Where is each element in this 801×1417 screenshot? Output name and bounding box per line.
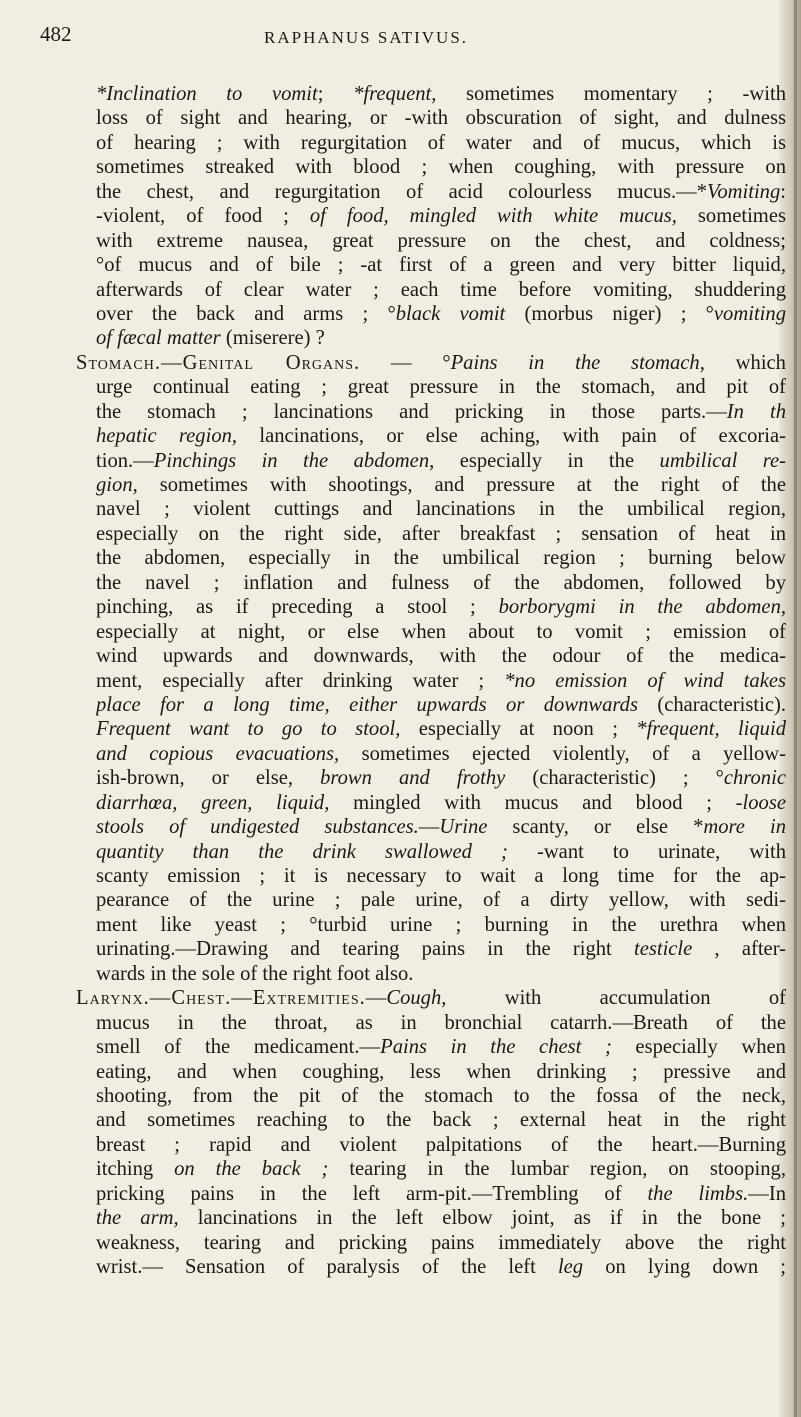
- italic-text: Pinchings in the abdomen,: [153, 449, 435, 472]
- text-line: [96, 913, 786, 937]
- text-segment: especially at night, or else when about to vomit ; emission of: [96, 620, 786, 643]
- text-line: [96, 375, 786, 399]
- text-line: [96, 546, 786, 570]
- text-segment: afterwards of clear water ; each time before vomiting, shuddering: [96, 278, 786, 301]
- text-line: [76, 986, 786, 1010]
- text-line: [96, 937, 786, 961]
- text-segment: breast ; rapid and violent palpitations of the heart.—Burning: [96, 1133, 786, 1156]
- text-segment: ish-brown, or else,: [96, 767, 321, 790]
- italic-text: Urine: [439, 816, 488, 839]
- italic-text: black vomit: [395, 302, 506, 325]
- text-line: [96, 1255, 786, 1279]
- text-line: [96, 1133, 786, 1157]
- text-segment: pricking pains in the left arm-pit.—Trembling of: [96, 1182, 648, 1205]
- text-segment: (characteristic).: [637, 693, 786, 716]
- text-segment: lancinations in the left elbow joint, as if in the bone ;: [178, 1207, 786, 1230]
- text-segment: the chest, and regurgitation of acid colourless mucus.—*: [96, 180, 708, 203]
- text-segment: —: [365, 987, 387, 1010]
- italic-text: diarrhœa, green, liquid,: [96, 791, 330, 814]
- text-segment: over the back and arms ; °: [96, 302, 396, 325]
- text-line: [96, 1157, 786, 1181]
- italic-text: the arm,: [96, 1207, 179, 1230]
- page-header: [40, 22, 780, 56]
- text-line: [96, 571, 786, 595]
- text-segment: :: [780, 180, 786, 203]
- italic-text: hepatic region,: [96, 425, 238, 448]
- text-line: [96, 1206, 786, 1230]
- italic-text: vomiting: [713, 302, 786, 325]
- text-line: [96, 326, 786, 350]
- text-line: [96, 131, 786, 155]
- italic-text: of fæcal matter: [96, 327, 221, 350]
- text-line: [96, 522, 786, 546]
- text-segment: with accumulation of: [446, 987, 786, 1010]
- text-segment: (miserere) ?: [220, 327, 325, 350]
- text-segment: especially when: [611, 1036, 786, 1059]
- italic-text: more in: [703, 816, 786, 839]
- text-line: [96, 888, 786, 912]
- text-segment: , after-: [692, 938, 786, 961]
- text-segment: on lying down ;: [583, 1256, 786, 1278]
- text-line: [96, 1231, 786, 1255]
- text-segment: especially on the right side, after breakfast ; sensation of heat in: [96, 522, 786, 545]
- italic-text: chronic: [723, 767, 786, 790]
- italic-text: gion,: [96, 474, 138, 496]
- text-line: [96, 1108, 786, 1132]
- italic-text: Pains in the chest ;: [380, 1036, 612, 1059]
- body-text: [76, 82, 786, 1279]
- text-segment: the abdomen, especially in the umbilical region ; burning below: [96, 547, 786, 570]
- text-segment: smell of the medicament.—: [96, 1036, 381, 1059]
- text-line: [96, 400, 786, 424]
- italic-text: place for a long time, either upwards or downwards: [96, 693, 638, 716]
- text-segment: eating, and when coughing, less when drinking ; pressive and: [96, 1060, 786, 1083]
- italic-text: *Inclination to vomit: [96, 83, 318, 105]
- text-segment: sometimes: [676, 205, 786, 228]
- text-segment: -want to urinate, with: [507, 840, 786, 863]
- text-line: [96, 595, 786, 619]
- text-line: [96, 424, 786, 448]
- text-segment: which: [704, 351, 786, 374]
- text-segment: -violent, of food ;: [96, 205, 310, 228]
- text-segment: pinching, as if preceding a stool ;: [96, 596, 499, 619]
- text-segment: scanty, or else *: [487, 816, 704, 839]
- text-line: [96, 669, 786, 693]
- page-number: 482: [40, 22, 72, 46]
- text-segment: — °: [360, 351, 451, 374]
- text-segment: of hearing ; with regurgitation of water and of mucus, which is: [96, 131, 786, 154]
- text-segment: —In: [748, 1182, 786, 1205]
- text-segment: shooting, from the pit of the stomach to the fossa of the neck,: [96, 1084, 786, 1107]
- italic-text: Vomiting: [707, 180, 781, 203]
- text-segment: especially at noon ;: [400, 718, 637, 741]
- text-line: [96, 180, 786, 204]
- text-line: [96, 497, 786, 521]
- text-line: [96, 82, 786, 106]
- section-heading: Larynx.—Chest.—Extremities.: [76, 987, 366, 1010]
- text-segment: tearing in the lumbar region, on stooping,: [328, 1158, 786, 1181]
- text-line: [96, 791, 786, 815]
- text-segment: loss of sight and hearing, or -with obscuration of sight, and dulness: [96, 107, 786, 130]
- text-line: [96, 473, 786, 497]
- text-segment: ment like yeast ; °turbid urine ; burning in the urethra when: [96, 913, 786, 936]
- text-segment: the stomach ; lancinations and pricking in those parts.—: [96, 400, 727, 423]
- text-line: [96, 302, 786, 326]
- italic-text: borborygmi in the abdomen,: [498, 596, 786, 619]
- text-segment: especially in the: [434, 449, 660, 472]
- text-line: [96, 840, 786, 864]
- text-line: [96, 155, 786, 179]
- text-line: [96, 1011, 786, 1035]
- text-line: [96, 1060, 786, 1084]
- text-line: [96, 644, 786, 668]
- italic-text: leg: [557, 1256, 584, 1278]
- text-line: [96, 278, 786, 302]
- italic-text: stools of undigested substances.: [96, 816, 419, 839]
- text-segment: ;: [317, 83, 354, 105]
- italic-text: umbilical re-: [659, 449, 786, 472]
- italic-text: on the back ;: [174, 1158, 329, 1181]
- text-segment: (morbus niger) ; °: [505, 302, 714, 325]
- text-segment: lancinations, or else aching, with pain of excoria-: [237, 425, 786, 448]
- text-line: [96, 253, 786, 277]
- text-segment: sometimes momentary ; -with: [436, 83, 786, 105]
- text-line: [96, 620, 786, 644]
- text-line: [96, 204, 786, 228]
- text-segment: urge continual eating ; great pressure in the stomach, and pit of: [96, 376, 786, 399]
- text-line: [96, 693, 786, 717]
- text-segment: pearance of the urine ; pale urine, of a dirty yellow, with sedi-: [96, 889, 786, 912]
- text-line: [96, 742, 786, 766]
- text-segment: tion.—: [96, 449, 154, 472]
- text-line: [96, 717, 786, 741]
- italic-text: of food, mingled with white mucus,: [309, 205, 677, 228]
- text-line: [96, 1182, 786, 1206]
- italic-text: Cough,: [386, 987, 447, 1010]
- section-heading: Stomach.—Genital Organs.: [76, 351, 361, 374]
- text-segment: —: [418, 816, 440, 839]
- text-line: [96, 766, 786, 790]
- text-line: [76, 351, 786, 375]
- italic-text: brown and frothy: [320, 767, 506, 790]
- text-line: [96, 864, 786, 888]
- text-line: [96, 229, 786, 253]
- italic-text: the limbs.: [647, 1182, 749, 1205]
- italic-text: quantity than the drink swallowed ;: [96, 840, 508, 863]
- text-segment: wrist.— Sensation of paralysis of the left: [96, 1256, 558, 1278]
- text-segment: wards in the sole of the right foot also.: [96, 962, 414, 985]
- italic-text: *frequent, liquid: [636, 718, 786, 741]
- italic-text: Pains in the stomach,: [450, 351, 705, 374]
- text-segment: °of mucus and of bile ; -at first of a green and very bitter liquid,: [96, 254, 786, 277]
- text-segment: mingled with mucus and blood ; -: [329, 791, 743, 814]
- text-segment: weakness, tearing and pricking pains immediately above the right: [96, 1231, 786, 1254]
- text-segment: sometimes ejected violently, of a yellow-: [339, 742, 786, 765]
- text-line: [96, 449, 786, 473]
- italic-text: In th: [726, 400, 786, 423]
- italic-text: Frequent want to go to stool,: [96, 718, 401, 741]
- text-segment: scanty emission ; it is necessary to wait a long time for the ap-: [96, 865, 786, 887]
- text-segment: the navel ; inflation and fulness of the abdomen, followed by: [96, 571, 786, 594]
- text-line: [96, 815, 786, 839]
- italic-text: *frequent,: [353, 83, 437, 105]
- text-segment: ment, especially after drinking water ;: [96, 669, 505, 692]
- text-segment: wind upwards and downwards, with the odour of the medica-: [96, 645, 786, 668]
- text-line: [96, 1035, 786, 1059]
- text-line: [96, 962, 786, 986]
- italic-text: *no emission of wind takes: [504, 669, 786, 692]
- text-segment: sometimes streaked with blood ; when coughing, with pressure on: [96, 156, 786, 179]
- running-title: RAPHANUS SATIVUS.: [264, 28, 469, 47]
- text-segment: sometimes with shootings, and pressure at the right of the: [137, 474, 786, 496]
- text-segment: and sometimes reaching to the back ; external heat in the right: [96, 1109, 786, 1132]
- text-segment: mucus in the throat, as in bronchial catarrh.—Breath of the: [96, 1011, 786, 1034]
- text-segment: navel ; violent cuttings and lancinations in the umbilical region,: [96, 498, 786, 521]
- text-line: [96, 106, 786, 130]
- italic-text: and copious evacuations,: [96, 742, 340, 765]
- text-segment: with extreme nausea, great pressure on the chest, and coldness;: [96, 229, 786, 252]
- text-segment: itching: [96, 1158, 175, 1181]
- text-segment: urinating.—Drawing and tearing pains in the right: [96, 938, 634, 961]
- italic-text: loose: [742, 791, 786, 814]
- text-line: [96, 1084, 786, 1108]
- italic-text: testicle: [633, 938, 693, 961]
- text-segment: (characteristic) ; °: [505, 767, 724, 790]
